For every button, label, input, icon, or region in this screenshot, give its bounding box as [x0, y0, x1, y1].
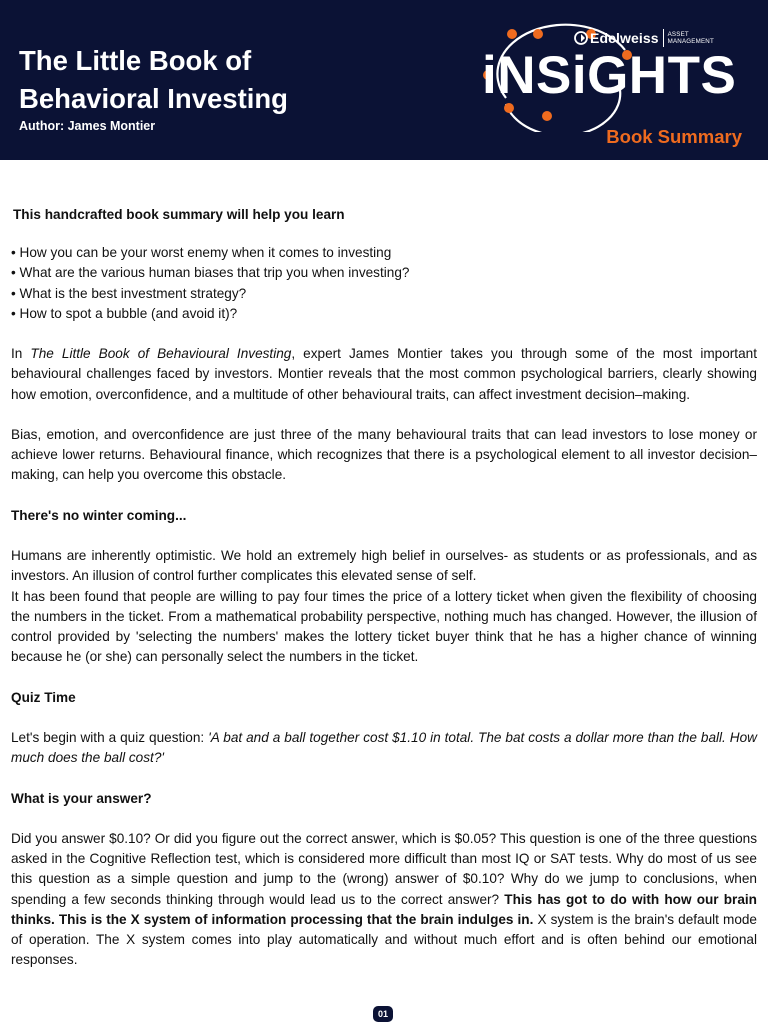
orange-node	[507, 29, 517, 39]
list-item: • What is the best investment strategy?	[11, 284, 757, 304]
quiz-paragraph: Let's begin with a quiz question: 'A bat and a ball together cost $1.10 in total. The bat costs a dollar more than the ball. How much does the ball cost?'	[11, 729, 757, 766]
edelweiss-logo-icon	[574, 31, 588, 45]
book-title	[19, 42, 288, 118]
intro-paragraph: In The Little Book of Behavioural Investing, expert James Montier takes you through some of the most important behavioural challenges faced by investors. Montier reveals that the most common psychological barriers, clearly showing how emotion, overconfidence, and a multitude of other behavioural traits, can affect investment decision–making.	[11, 346, 757, 402]
section-heading-quiz: Quiz Time	[11, 689, 76, 705]
brand-divider	[663, 29, 664, 47]
summary-content	[11, 200, 757, 970]
author-line: Author: James Montier	[19, 119, 156, 133]
optimism-paragraph: Humans are inherently optimistic. We hold an extremely high belief in ourselves- as students or as professionals, and as investors. An illusion of control further complicates this elevated sense of self.	[11, 548, 757, 584]
orange-node	[542, 111, 552, 121]
brand-name: Edelweiss	[590, 30, 659, 46]
answer-paragraph: Did you answer $0.10? Or did you figure out the correct answer, which is $0.05? This question is one of the three questions asked in the Cognitive Reflection test, which is considered more difficult than most IQ or SAT tests. Why do most of us see this question as a simple question and jump to the (wrong) answer of $0.10? Why do we jump to conclusions, when spending a few seconds thinking through would lead us to the correct answer? This has got to do with how our brain thinks. This is the X system of information processing that the brain indulges in. X system is the brain's default mode of operation. The X system comes into play automatically and without much effort and is often behind our emotional responses.	[11, 830, 757, 968]
edelweiss-brand	[574, 29, 738, 47]
section-heading-answer: What is your answer?	[11, 790, 152, 806]
list-item: • How to spot a bubble (and avoid it)?	[11, 304, 757, 324]
list-item: • How you can be your worst enemy when it comes to investing	[11, 243, 757, 263]
quiz-question: 'A bat and a ball together cost $1.10 in total. The bat costs a dollar more than the ball. How much does the ball cost?'	[11, 729, 757, 766]
brand-subtitle	[668, 31, 738, 45]
list-item: • What are the various human biases that trip you when investing?	[11, 263, 757, 283]
brand-sub-line-1: ASSET	[667, 31, 689, 38]
insights-logo-word: iNSiGHTS	[482, 46, 737, 105]
page-number-badge: 01	[373, 1006, 393, 1022]
learning-bullets	[11, 243, 757, 324]
header-banner	[0, 0, 768, 160]
book-title-line-2: Behavioral Investing	[19, 83, 288, 114]
brand-sub-line-2: MANAGEMENT	[667, 38, 714, 45]
lottery-paragraph: It has been found that people are willing to pay four times the price of a lottery ticket when given the flexibility of choosing the numbers in the ticket. From a mathematical probability perspective, nothing much has changed. However, the illusion of control provided by 'selecting the numbers' makes the lottery ticket buyer think that he has a higher chance of winning because he (or she) can personally select the numbers in the ticket.	[11, 588, 757, 665]
book-title-line-1: The Little Book of	[19, 45, 252, 76]
bias-paragraph: Bias, emotion, and overconfidence are just three of the many behavioural traits that can lead investors to lose money or achieve lower returns. Behavioural finance, which recognizes that there is a psychological element to all investor decision–making, can help you overcome this obstacle.	[11, 427, 757, 483]
book-summary-tag: Book Summary	[606, 126, 742, 147]
x-system-highlight: This has got to do with how our brain thinks. This is the X system of information processing that the brain indulges in.	[11, 891, 757, 927]
orange-node	[533, 29, 543, 39]
book-title-italic: The Little Book of Behavioural Investing	[30, 346, 292, 362]
intro-heading: This handcrafted book summary will help you learn	[13, 207, 345, 222]
section-heading-winter: There's no winter coming...	[11, 507, 187, 523]
